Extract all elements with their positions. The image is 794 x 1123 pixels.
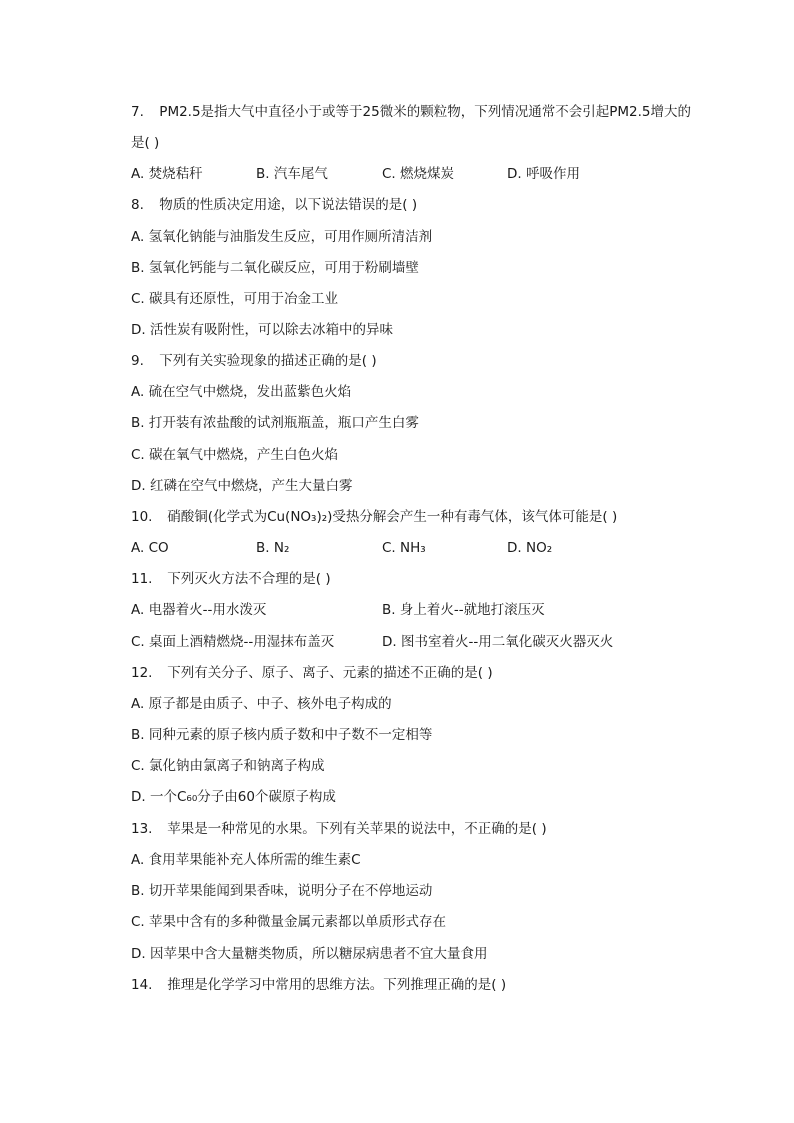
option-c: C. 碳具有还原性，可用于冶金工业 xyxy=(131,291,339,307)
question-text: 下列有关实验现象的描述正确的是( ) xyxy=(159,353,377,369)
question-7-stem-continued: 是( ) xyxy=(131,135,160,151)
question-10-stem xyxy=(131,507,698,527)
question-text: 推理是化学学习中常用的思维方法。下列推理正确的是( ) xyxy=(167,977,507,993)
option-a: A. CO xyxy=(131,540,169,556)
option-d: D. 活性炭有吸附性，可以除去冰箱中的异味 xyxy=(131,322,393,338)
option-b: B. N₂ xyxy=(256,540,290,556)
option-a: A. 氢氧化钠能与油脂发生反应，可用作厕所清洁剂 xyxy=(131,229,433,245)
question-8-stem xyxy=(131,195,698,215)
option-a: A. 原子都是由质子、中子、核外电子构成的 xyxy=(131,696,392,712)
option-b: B. 汽车尾气 xyxy=(256,166,328,182)
option-a: A. 硫在空气中燃烧，发出蓝紫色火焰 xyxy=(131,384,352,400)
option-b: B. 打开装有浓盐酸的试剂瓶瓶盖，瓶口产生白雾 xyxy=(131,415,419,431)
option-a: A. 电器着火--用水泼灭 xyxy=(131,602,267,618)
question-number: 12. xyxy=(131,665,153,681)
option-d: D. 红磷在空气中燃烧，产生大量白雾 xyxy=(131,478,353,494)
option-a: A. 焚烧秸秆 xyxy=(131,166,203,182)
question-text: 硝酸铜(化学式为Cu(NO₃)₂)受热分解会产生一种有毒气体，该气体可能是( ) xyxy=(167,509,618,525)
question-text: 下列有关分子、原子、离子、元素的描述不正确的是( ) xyxy=(167,665,493,681)
question-number: 13. xyxy=(131,821,153,837)
question-number: 11. xyxy=(131,571,153,587)
option-b: B. 同种元素的原子核内质子数和中子数不一定相等 xyxy=(131,727,433,743)
option-c: C. NH₃ xyxy=(382,540,426,556)
option-c: C. 苹果中含有的多种微量金属元素都以单质形式存在 xyxy=(131,914,447,930)
option-a: A. 食用苹果能补充人体所需的维生素C xyxy=(131,852,361,868)
option-d: D. 呼吸作用 xyxy=(507,166,580,182)
option-c: C. 氯化钠由氯离子和钠离子构成 xyxy=(131,758,325,774)
question-number: 8. xyxy=(131,197,144,213)
question-14-stem xyxy=(131,975,698,995)
option-d: D. 图书室着火--用二氧化碳灭火器灭火 xyxy=(382,634,614,650)
question-12-stem xyxy=(131,663,698,683)
question-9-stem xyxy=(131,351,698,371)
question-text: PM2.5是指大气中直径小于或等于25微米的颗粒物，下列情况通常不会引起PM2.5增大的 xyxy=(159,104,691,120)
option-b: B. 切开苹果能闻到果香味，说明分子在不停地运动 xyxy=(131,883,433,899)
question-number: 10. xyxy=(131,509,153,525)
option-d: D. NO₂ xyxy=(507,540,553,556)
option-c: C. 碳在氧气中燃烧，产生白色火焰 xyxy=(131,447,339,463)
question-number: 9. xyxy=(131,353,144,369)
question-13-stem xyxy=(131,819,698,839)
question-number: 14. xyxy=(131,977,153,993)
question-number: 7. xyxy=(131,104,144,120)
option-b: B. 氢氧化钙能与二氧化碳反应，可用于粉刷墙壁 xyxy=(131,260,419,276)
question-11-stem xyxy=(131,569,698,589)
option-b: B. 身上着火--就地打滚压灭 xyxy=(382,602,545,618)
question-text: 苹果是一种常见的水果。下列有关苹果的说法中，不正确的是( ) xyxy=(167,821,547,837)
question-text: 物质的性质决定用途，以下说法错误的是( ) xyxy=(159,197,418,213)
question-text: 下列灭火方法不合理的是( ) xyxy=(167,571,331,587)
option-c: C. 燃烧煤炭 xyxy=(382,166,455,182)
option-d: D. 因苹果中含大量糖类物质，所以糖尿病患者不宜大量食用 xyxy=(131,946,488,962)
option-d: D. 一个C₆₀分子由60个碳原子构成 xyxy=(131,789,336,805)
question-7-stem xyxy=(131,102,698,122)
option-c: C. 桌面上酒精燃烧--用湿抹布盖灭 xyxy=(131,634,335,650)
